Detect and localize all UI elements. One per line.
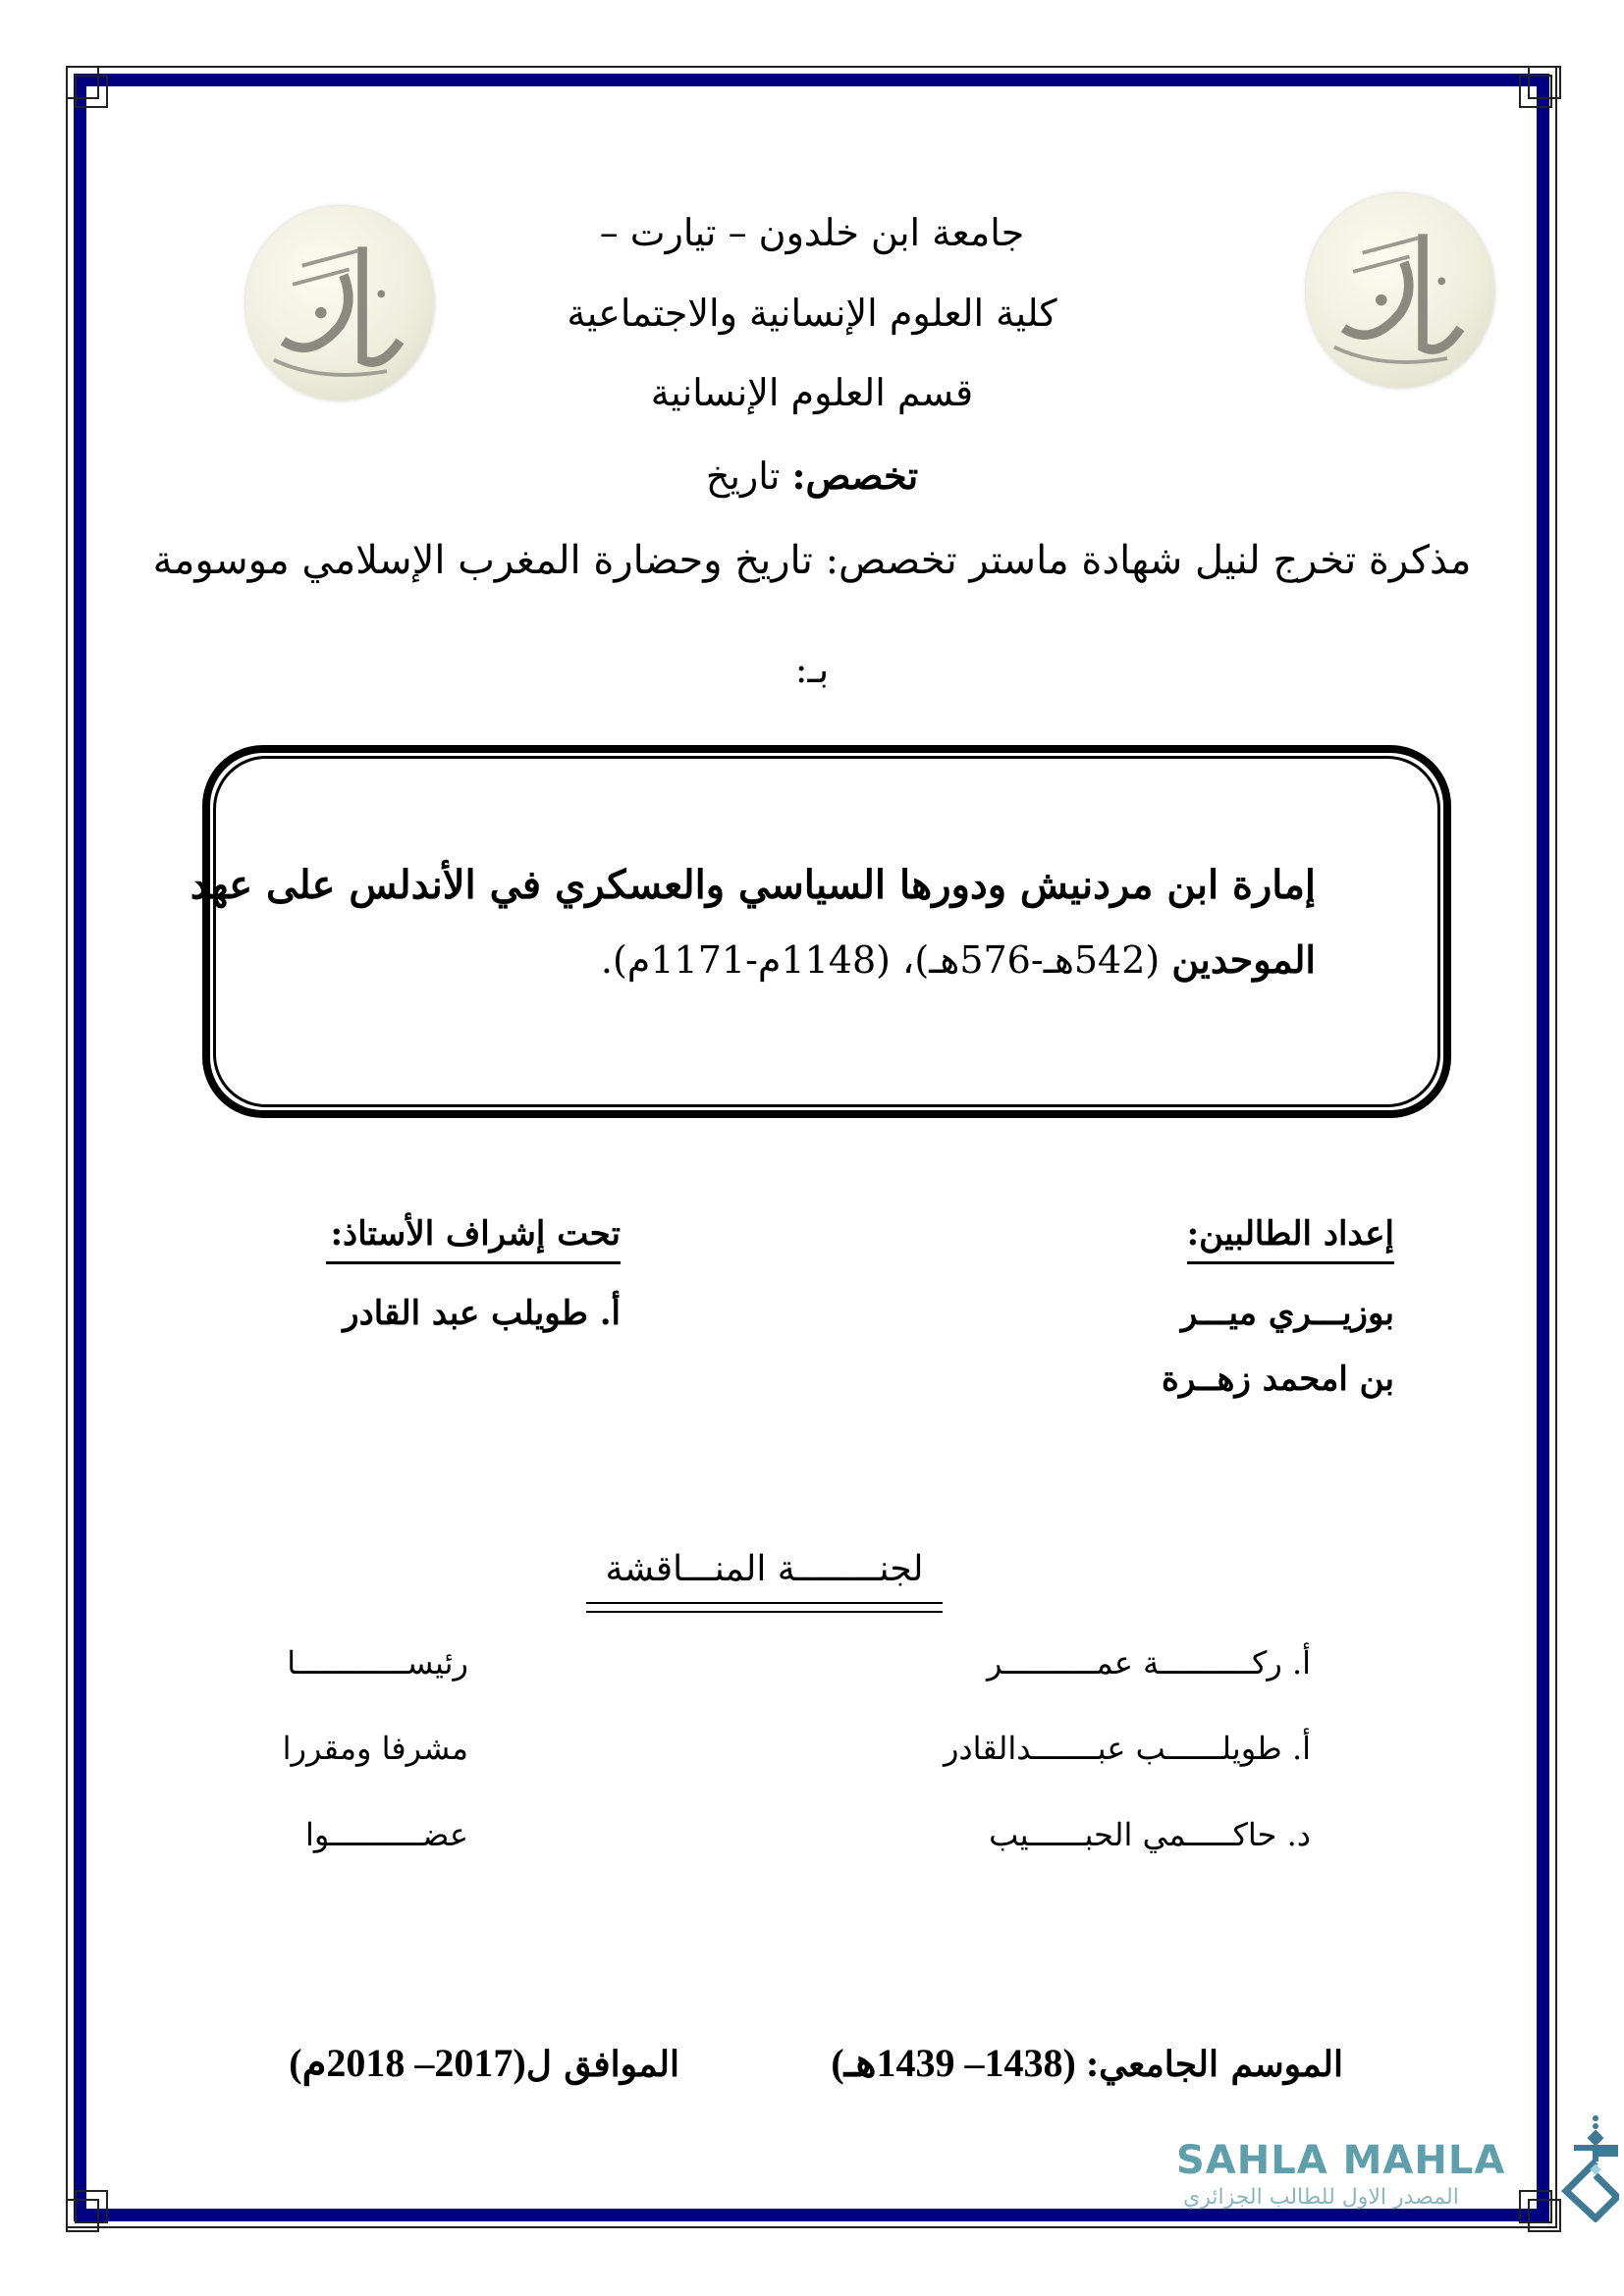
student-name-1: بوزيـــري ميـــر: [1180, 1294, 1394, 1333]
thesis-title-line-1: إمارة ابن مردنيش ودورها السياسي والعسكري في الأندلس على عهد: [189, 862, 1316, 908]
supervisor-heading-wrap: [314, 1214, 621, 1264]
corner-ornament-bottom-right-inner: [1519, 2190, 1552, 2223]
watermark-brand: SAHLA MAHLA: [1176, 2138, 1506, 2183]
specialty-label: تخصص:: [791, 454, 919, 498]
university-name: جامعة ابن خلدون – تيارت –: [599, 211, 1025, 254]
thesis-title-dynasty: الموحدين: [1171, 937, 1316, 982]
supervisor-name: أ. طويلب عبد القادر: [343, 1294, 621, 1333]
corner-ornament-bottom-left-inner: [75, 2190, 108, 2223]
committee-member-role: مشرفا ومقررا: [282, 1730, 468, 1767]
students-heading-wrap: [1187, 1214, 1394, 1264]
academic-year-gregorian: [289, 2040, 679, 2086]
gregorian-label: الموافق ل: [525, 2044, 679, 2085]
committee-member-role: عضــــــــــوا: [304, 1816, 468, 1853]
committee-heading: لجنــــــــة المنـــاقشة: [605, 1549, 924, 1589]
corner-ornament-top-right-inner: [1519, 75, 1552, 108]
committee-member-name: أ. ركــــــــــة عمــــــــــر: [987, 1644, 1311, 1682]
committee-member-name: أ. طويلــــــب عبـــــــدالقادر: [943, 1730, 1311, 1767]
thesis-title-line-2: [255, 937, 1316, 982]
thesis-title-frame: [189, 745, 1451, 1118]
committee-member-name: د. حاكـــــمي الحبــــــيب: [989, 1816, 1311, 1853]
student-name-2: بن امحمد زهــرة: [1162, 1360, 1394, 1399]
thesis-title-dates: (542هـ-576هـ)، (1148م-1171م).: [600, 938, 1172, 982]
sahla-mahla-logo-icon: [1556, 2112, 1619, 2222]
supervisor-heading: تحت إشراف الأستاذ:: [326, 1214, 621, 1264]
gregorian-range: (2017– 2018م): [289, 2041, 526, 2085]
academic-year-hijri: [831, 2040, 1343, 2086]
students-heading: إعداد الطالبين:: [1187, 1214, 1394, 1264]
committee-member-role: رئيســــــــــــا: [287, 1644, 468, 1682]
specialty-line: [0, 454, 1624, 498]
academic-year-label: الموسم الجامعي:: [1085, 2044, 1343, 2085]
academic-year-hijri-range: (1438– 1439هـ): [831, 2041, 1086, 2085]
department-name: قسم العلوم الإنسانية: [650, 371, 974, 414]
thesis-title-frame-inner: [189, 756, 1440, 1107]
specialty-value: تاريخ: [705, 454, 792, 498]
by-label: بـ:: [794, 648, 830, 691]
committee-heading-double-underline: [586, 1602, 943, 1613]
watermark-tagline: المصدر الاول للطالب الجزائري: [1183, 2185, 1459, 2210]
thesis-description: مذكرة تخرج لنيل شهادة ماستر تخصص: تاريخ وحضارة المغرب الإسلامي موسومة: [152, 538, 1472, 583]
faculty-name: كلية العلوم الإنسانية والاجتماعية: [567, 292, 1057, 335]
corner-ornament-top-left-inner: [75, 75, 108, 108]
